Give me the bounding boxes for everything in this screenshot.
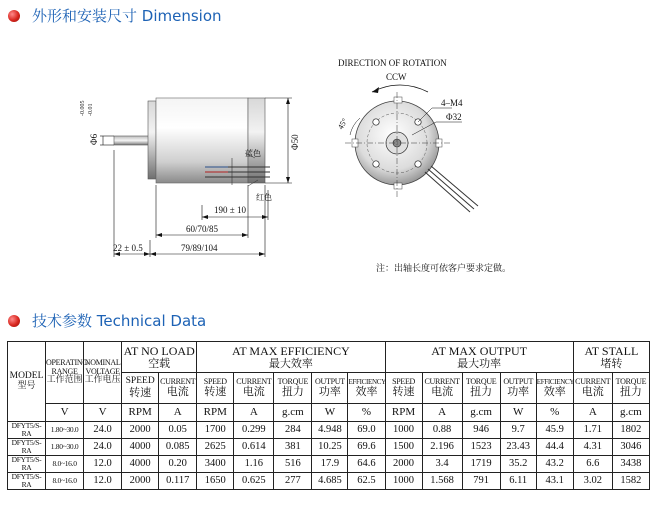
data-cell: 1.568 bbox=[422, 473, 462, 490]
operating-range-header: OPERATING RANGE 工作范围 bbox=[46, 342, 84, 404]
col-speed: SPEED 转速 bbox=[385, 373, 422, 404]
data-cell: 12.0 bbox=[84, 473, 122, 490]
data-cell: 1000 bbox=[385, 422, 422, 439]
unit-cell: A bbox=[234, 404, 274, 422]
data-cell: 1500 bbox=[385, 439, 422, 456]
unit-cell: RPM bbox=[385, 404, 422, 422]
unit-cell: W bbox=[500, 404, 536, 422]
data-cell: 0.88 bbox=[422, 422, 462, 439]
table-row bbox=[8, 456, 650, 473]
unit-cell: W bbox=[312, 404, 348, 422]
data-cell: 24.0 bbox=[84, 422, 122, 439]
data-cell: 8.0~16.0 bbox=[46, 456, 84, 473]
col-current: CURRENT 电流 bbox=[422, 373, 462, 404]
unit-cell: g.cm bbox=[612, 404, 649, 422]
data-cell: 4.31 bbox=[573, 439, 612, 456]
col-efficiency: EFFICIENCY 效率 bbox=[348, 373, 385, 404]
data-cell: 69.6 bbox=[348, 439, 385, 456]
shaft-tol-lower: -0.01 bbox=[88, 103, 94, 116]
dimension-drawing bbox=[0, 30, 657, 300]
model-cell: DFYT5/S-RA bbox=[8, 473, 46, 490]
rotation-direction-label: DIRECTION OF ROTATION bbox=[338, 58, 447, 68]
unit-cell: g.cm bbox=[462, 404, 500, 422]
data-cell: 4000 bbox=[122, 439, 159, 456]
unit-cell: V bbox=[84, 404, 122, 422]
data-cell: 6.6 bbox=[573, 456, 612, 473]
data-cell: 43.1 bbox=[536, 473, 573, 490]
data-cell: 516 bbox=[274, 456, 312, 473]
data-cell: 1719 bbox=[462, 456, 500, 473]
technical-title: 技术参数 Technical Data bbox=[32, 312, 207, 330]
data-cell: 1802 bbox=[612, 422, 649, 439]
data-cell: 1.71 bbox=[573, 422, 612, 439]
data-cell: 0.05 bbox=[159, 422, 197, 439]
wire-blue-label: 蓝色 bbox=[245, 149, 261, 158]
col-torque: TORQUE 扭力 bbox=[612, 373, 649, 404]
data-cell: 0.614 bbox=[234, 439, 274, 456]
col-output: OUTPUT 功率 bbox=[312, 373, 348, 404]
data-cell: 1523 bbox=[462, 439, 500, 456]
unit-cell: A bbox=[422, 404, 462, 422]
data-cell: 1582 bbox=[612, 473, 649, 490]
data-cell: 43.2 bbox=[536, 456, 573, 473]
data-cell: 2.196 bbox=[422, 439, 462, 456]
col-torque: TORQUE 扭力 bbox=[274, 373, 312, 404]
data-cell: 10.25 bbox=[312, 439, 348, 456]
data-cell: 3.02 bbox=[573, 473, 612, 490]
data-cell: 2000 bbox=[122, 422, 159, 439]
data-cell: 44.4 bbox=[536, 439, 573, 456]
max-efficiency-header: AT MAX EFFICIENCY 最大效率 bbox=[197, 342, 385, 373]
technical-section-header bbox=[8, 310, 206, 331]
red-bullet-icon bbox=[8, 315, 20, 327]
unit-cell: A bbox=[573, 404, 612, 422]
shaft-length-label: 22 ± 0.5 bbox=[113, 243, 143, 253]
holes-label: 4–M4 bbox=[441, 98, 463, 108]
motor-body bbox=[156, 98, 248, 183]
data-cell: 12.0 bbox=[84, 456, 122, 473]
body-length-label: 60/70/85 bbox=[186, 224, 219, 234]
data-cell: 1.80~30.0 bbox=[46, 439, 84, 456]
rotation-arrow bbox=[372, 85, 428, 92]
data-cell: 946 bbox=[462, 422, 500, 439]
data-cell: 62.5 bbox=[348, 473, 385, 490]
red-bullet-icon bbox=[8, 10, 20, 22]
data-cell: 6.11 bbox=[500, 473, 536, 490]
data-cell: 4000 bbox=[122, 456, 159, 473]
col-current: CURRENT 电流 bbox=[159, 373, 197, 404]
data-cell: 2000 bbox=[385, 456, 422, 473]
angle-label: 45° bbox=[335, 116, 350, 131]
data-cell: 3046 bbox=[612, 439, 649, 456]
table-row bbox=[8, 422, 650, 439]
table-header-row-1 bbox=[8, 342, 650, 373]
end-view-wires bbox=[425, 166, 478, 212]
model-cell: DFYT5/S-RA bbox=[8, 456, 46, 473]
model-cell: DFYT5/S-RA bbox=[8, 422, 46, 439]
data-cell: 0.20 bbox=[159, 456, 197, 473]
data-cell: 1.80~30.0 bbox=[46, 422, 84, 439]
data-cell: 1000 bbox=[385, 473, 422, 490]
data-cell: 24.0 bbox=[84, 439, 122, 456]
data-cell: 23.43 bbox=[500, 439, 536, 456]
data-cell: 1650 bbox=[197, 473, 234, 490]
body-dia-label: Φ50 bbox=[290, 134, 300, 150]
data-cell: 284 bbox=[274, 422, 312, 439]
col-current: CURRENT 电流 bbox=[234, 373, 274, 404]
wire-red-label: 红色 bbox=[256, 193, 272, 202]
data-cell: 381 bbox=[274, 439, 312, 456]
data-cell: 64.6 bbox=[348, 456, 385, 473]
col-speed: SPEED 转速 bbox=[197, 373, 234, 404]
data-cell: 2625 bbox=[197, 439, 234, 456]
unit-cell: % bbox=[348, 404, 385, 422]
data-cell: 3400 bbox=[197, 456, 234, 473]
unit-cell: g.cm bbox=[274, 404, 312, 422]
col-efficiency: EFFICIENCY 效率 bbox=[536, 373, 573, 404]
model-header: MODEL 型号 bbox=[8, 342, 46, 422]
data-cell: 8.0~16.0 bbox=[46, 473, 84, 490]
unit-cell: RPM bbox=[197, 404, 234, 422]
dimension-section-header bbox=[8, 5, 222, 26]
pcd-label: Φ32 bbox=[446, 112, 462, 122]
data-cell: 1.16 bbox=[234, 456, 274, 473]
no-load-header: AT NO LOAD 空载 bbox=[122, 342, 197, 373]
motor-flange bbox=[148, 101, 156, 179]
unit-cell: A bbox=[159, 404, 197, 422]
unit-cell: V bbox=[46, 404, 84, 422]
nominal-voltage-header: NOMINAL VOLTAGE 工作电压 bbox=[84, 342, 122, 404]
motor-back-cap bbox=[248, 98, 265, 183]
stall-header: AT STALL 堵转 bbox=[573, 342, 649, 373]
model-cell: DFYT5/S-RA bbox=[8, 439, 46, 456]
data-cell: 4.685 bbox=[312, 473, 348, 490]
shaft-dia-label: Φ6 bbox=[89, 133, 99, 145]
motor-shaft bbox=[114, 136, 150, 145]
data-cell: 0.085 bbox=[159, 439, 197, 456]
technical-data-table bbox=[7, 341, 650, 490]
data-cell: 35.2 bbox=[500, 456, 536, 473]
data-cell: 3438 bbox=[612, 456, 649, 473]
data-cell: 791 bbox=[462, 473, 500, 490]
data-cell: 0.117 bbox=[159, 473, 197, 490]
unit-cell: RPM bbox=[122, 404, 159, 422]
table-row bbox=[8, 439, 650, 456]
data-cell: 1700 bbox=[197, 422, 234, 439]
ccw-label: CCW bbox=[386, 72, 407, 82]
data-cell: 69.0 bbox=[348, 422, 385, 439]
data-cell: 277 bbox=[274, 473, 312, 490]
dimension-title: 外形和安装尺寸 Dimension bbox=[32, 7, 222, 25]
col-speed: SPEED 转速 bbox=[122, 373, 159, 404]
data-cell: 3.4 bbox=[422, 456, 462, 473]
col-output: OUTPUT 功率 bbox=[500, 373, 536, 404]
col-current: CURRENT 电流 bbox=[573, 373, 612, 404]
lead-length-label: 190 ± 10 bbox=[214, 205, 246, 215]
data-cell: 9.7 bbox=[500, 422, 536, 439]
max-output-header: AT MAX OUTPUT 最大功率 bbox=[385, 342, 573, 373]
table-units-row bbox=[8, 404, 650, 422]
data-cell: 0.625 bbox=[234, 473, 274, 490]
unit-cell: % bbox=[536, 404, 573, 422]
table-row bbox=[8, 473, 650, 490]
data-cell: 17.9 bbox=[312, 456, 348, 473]
shaft-length-note: 注：出轴长度可依客户要求定做。 bbox=[376, 264, 512, 274]
total-length-label: 79/89/104 bbox=[181, 243, 218, 253]
data-cell: 4.948 bbox=[312, 422, 348, 439]
col-torque: TORQUE 扭力 bbox=[462, 373, 500, 404]
data-cell: 45.9 bbox=[536, 422, 573, 439]
data-cell: 0.299 bbox=[234, 422, 274, 439]
shaft-tol-upper: -0.005 bbox=[80, 100, 86, 116]
data-cell: 2000 bbox=[122, 473, 159, 490]
